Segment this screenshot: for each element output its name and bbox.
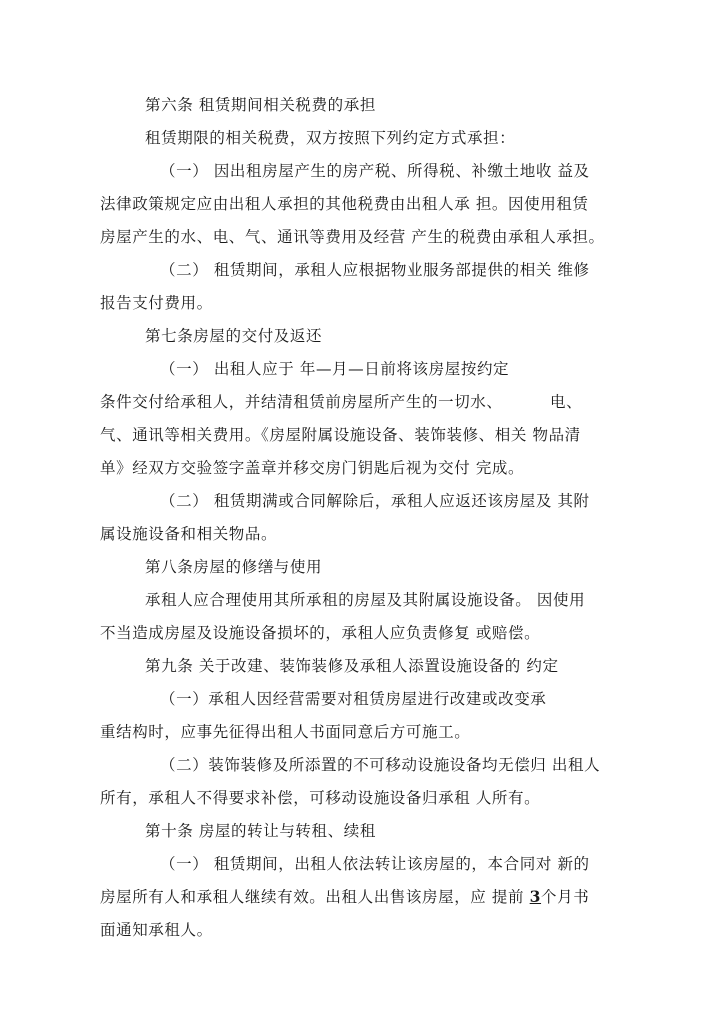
article-6-clause-1-line-3: 房屋产生的水、电、气、通讯等费用及经营 产生的税费由承租人承担。 [100,228,605,246]
article-7-clause-1-line-4: 单》经双方交验签字盖章并移交房门钥匙后视为交付 完成。 [100,459,525,477]
article-10-clause-1-line-1: （一） 租赁期间，出租人依法转让该房屋的，本合同对 新的 [160,855,590,873]
article-7-clause-1-line-3: 气、通讯等相关费用。《房屋附属设施设备、装饰装修、相关 物品清 [100,426,581,444]
article-10-clause-1-line-2 [100,886,589,908]
article-8-paragraph-line-2: 不当造成房屋及设施设备损坏的，承租人应负责修复 或赔偿。 [100,624,541,642]
article-7-clause-2-line-1: （二） 租赁期满或合同解除后，承租人应返还该房屋及 其附 [160,492,590,510]
article-9-clause-2-line-2: 所有，承租人不得要求补偿，可移动设施设备归承租 人所有。 [100,789,541,807]
article-9-clause-2-line-1: （二）装饰装修及所添置的不可移动设施设备均无偿归 出租人 [160,756,601,774]
article-6-clause-2-line-2: 报告支付费用。 [100,294,213,312]
article-6-clause-1-line-1: （一） 因出租房屋产生的房产税、所得税、补缴土地收 益及 [160,162,590,180]
article-6-title: 第六条 租赁期间相关税费的承担 [145,96,376,114]
notice-months-number: 3 [529,887,542,906]
article-7-title: 第七条房屋的交付及返还 [145,327,323,345]
article-7-clause-2-line-2: 属设施设备和相关物品。 [100,525,278,543]
article-7-clause-1-line-2 [100,391,618,413]
article-6-clause-2-line-1: （二） 租赁期间，承租人应根据物业服务部提供的相关 维修 [160,261,590,279]
article-8-title: 第八条房屋的修缮与使用 [145,558,323,576]
article-9-clause-1-line-2: 重结构时，应事先征得出租人书面同意后方可施工。 [100,723,471,741]
article-7-clause-1-line-2-tail: 电、 [550,393,583,411]
article-6-intro: 租赁期限的相关税费，双方按照下列约定方式承担： [145,129,516,147]
article-10-clause-1-line-3: 面通知承租人。 [100,921,213,939]
article-10-title: 第十条 房屋的转让与转租、续租 [145,822,376,840]
article-9-title: 第九条 关于改建、装饰装修及承租人添置设施设备的 约定 [145,657,559,675]
article-8-paragraph-line-1: 承租人应合理使用其所承租的房屋及其附属设施设备。 因使用 [145,591,586,609]
article-7-clause-1-line-1: （一） 出租人应于 年—月—日前将该房屋按约定 [160,360,510,378]
article-10-clause-1-line-2-tail: 个月书 [541,888,590,906]
article-9-clause-1-line-1: （一）承租人因经营需要对租赁房屋进行改建或改变承 [160,690,547,708]
article-10-clause-1-line-2-text: 房屋所有人和承租人继续有效。出租人出售该房屋，应 提前 [100,888,530,906]
article-7-clause-1-line-2-text: 条件交付给承租人，并结清租赁前房屋所产生的一切水、 [100,393,503,411]
article-6-clause-1-line-2: 法律政策规定应由出租人承担的其他税费由出租人承 担。因使用租赁 [100,195,589,213]
